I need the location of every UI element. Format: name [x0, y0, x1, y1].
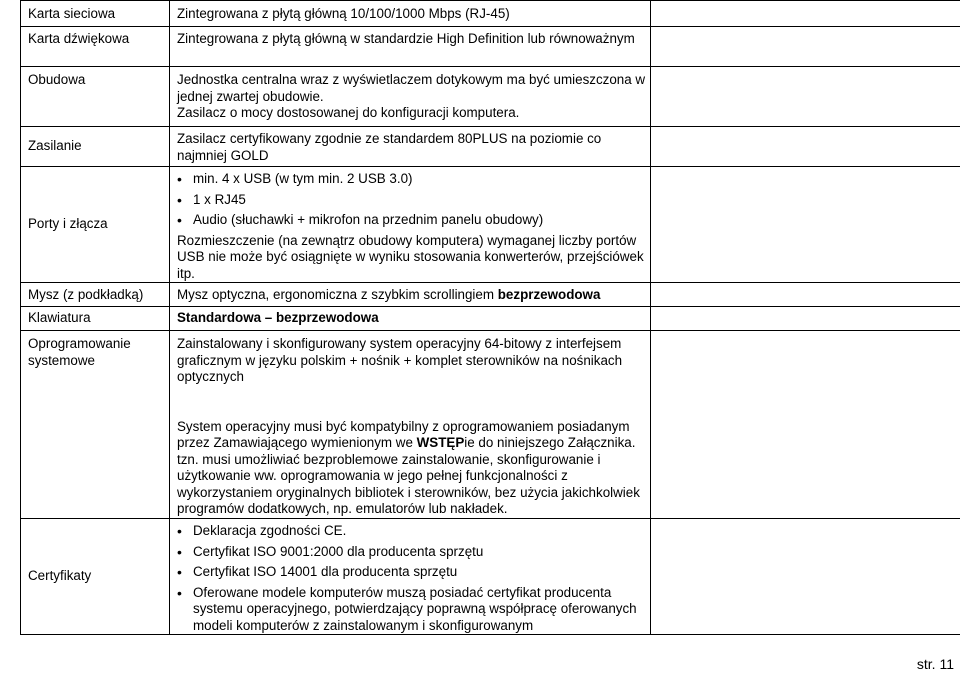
- text-part: ie do niniejszego Załącznika. tzn. musi umożliwiać bezproblemowe zainstalowanie, skonfigurowanie i użytkowanie ww. oprogramowania w jego pełnej funkcjonalności z wykorzystaniem oryginalnych bibliotek i sterowników, bez użycia jakichkolwiek programów dodatkowych, np. emulatorów lub nakładek.: [177, 435, 640, 516]
- row-label: Klawiatura: [28, 310, 91, 325]
- empty-cell: [651, 1, 960, 27]
- list-item: • min. 4 x USB (w tym min. 2 USB 3.0): [177, 171, 646, 188]
- list-item: • Deklaracja zgodności CE.: [177, 523, 646, 540]
- row-label: Obudowa: [28, 72, 86, 87]
- empty-cell: [651, 67, 960, 127]
- empty-cell: [651, 331, 960, 519]
- list-item: [177, 564, 646, 581]
- row-label: Porty i złącza: [28, 216, 108, 232]
- mouse-wireless: bezprzewodowa: [497, 287, 601, 302]
- mouse-desc: Mysz optyczna, ergonomiczna z szybkim scrollingiem: [177, 287, 498, 302]
- os-compat-text: [177, 419, 646, 518]
- row-label: Karta dźwiękowa: [28, 31, 130, 46]
- row-value: Standardowa – bezprzewodowa: [177, 310, 379, 325]
- ports-note: Rozmieszczenie (na zewnątrz obudowy komputera) wymaganej liczby portów USB nie może być osiągnięte w wyniku stosowania konwerterów, przejściówek itp.: [177, 232, 644, 281]
- row-value: Zintegrowana z płytą główną 10/100/1000 Mbps (RJ-45): [177, 6, 510, 21]
- empty-cell: [651, 519, 960, 635]
- row-label: Karta sieciowa: [28, 6, 116, 21]
- row-value: Zasilacz o mocy dostosowanej do konfiguracji komputera.: [177, 105, 520, 120]
- table-row: [21, 167, 960, 283]
- row-value: [177, 283, 646, 304]
- table-row: [21, 1, 960, 27]
- row-label: Oprogramowanie systemowe: [28, 336, 131, 368]
- table-row: [21, 67, 960, 127]
- table-row: [21, 519, 960, 635]
- empty-cell: [651, 283, 960, 307]
- row-label: Mysz (z podkładką): [28, 287, 144, 302]
- row-label: Zasilanie: [28, 138, 82, 154]
- table-row: [21, 27, 960, 67]
- empty-cell: [651, 27, 960, 67]
- text-part: System operacyjny musi być kompatybilny z oprogramowaniem posiadanym przez Zamawiającego wymienionym we: [177, 418, 630, 450]
- page-number: str. 11: [916, 656, 954, 672]
- certs-list: [177, 519, 646, 634]
- cert-text: Certyfikat ISO 9001:2000 dla producenta sprzętu: [193, 543, 484, 559]
- list-item: • Audio (słuchawki + mikrofon na przednim panelu obudowy): [177, 212, 646, 229]
- row-value: Jednostka centralna wraz z wyświetlaczem dotykowym ma być umieszczona w jednej zwartej obudowie.: [177, 72, 646, 104]
- list-item: [177, 544, 646, 561]
- row-value: Zasilacz certyfikowany zgodnie ze standardem 80PLUS na poziomie co najmniej GOLD: [177, 131, 602, 163]
- table-row: [21, 283, 960, 307]
- table-row: [21, 307, 960, 331]
- os-install-text: Zainstalowany i skonfigurowany system operacyjny 64-bitowy z interfejsem graficznym w języku polskim + nośnik + komplet sterowników na nośnikach optycznych: [177, 336, 623, 384]
- empty-cell: [651, 127, 960, 167]
- spec-table: [20, 0, 960, 635]
- text-part: WSTĘP: [416, 435, 465, 450]
- row-value: Zintegrowana z płytą główną w standardzie High Definition lub równoważnym: [177, 31, 635, 46]
- list-item: • 1 x RJ45: [177, 192, 646, 209]
- cert-text: Certyfikat ISO 14001 dla producenta sprzętu: [193, 564, 458, 579]
- table-row: [21, 331, 960, 519]
- table-row: [21, 127, 960, 167]
- empty-cell: [651, 307, 960, 331]
- row-label: Certyfikaty: [28, 568, 92, 584]
- ports-list: [177, 167, 646, 229]
- empty-cell: [651, 167, 960, 283]
- list-item: • Oferowane modele komputerów muszą posiadać certyfikat producenta systemu operacyjnego, potwierdzający poprawną współpracę oferowanych modeli komputerów z zainstalowanym i skonfigurowanym: [177, 585, 646, 635]
